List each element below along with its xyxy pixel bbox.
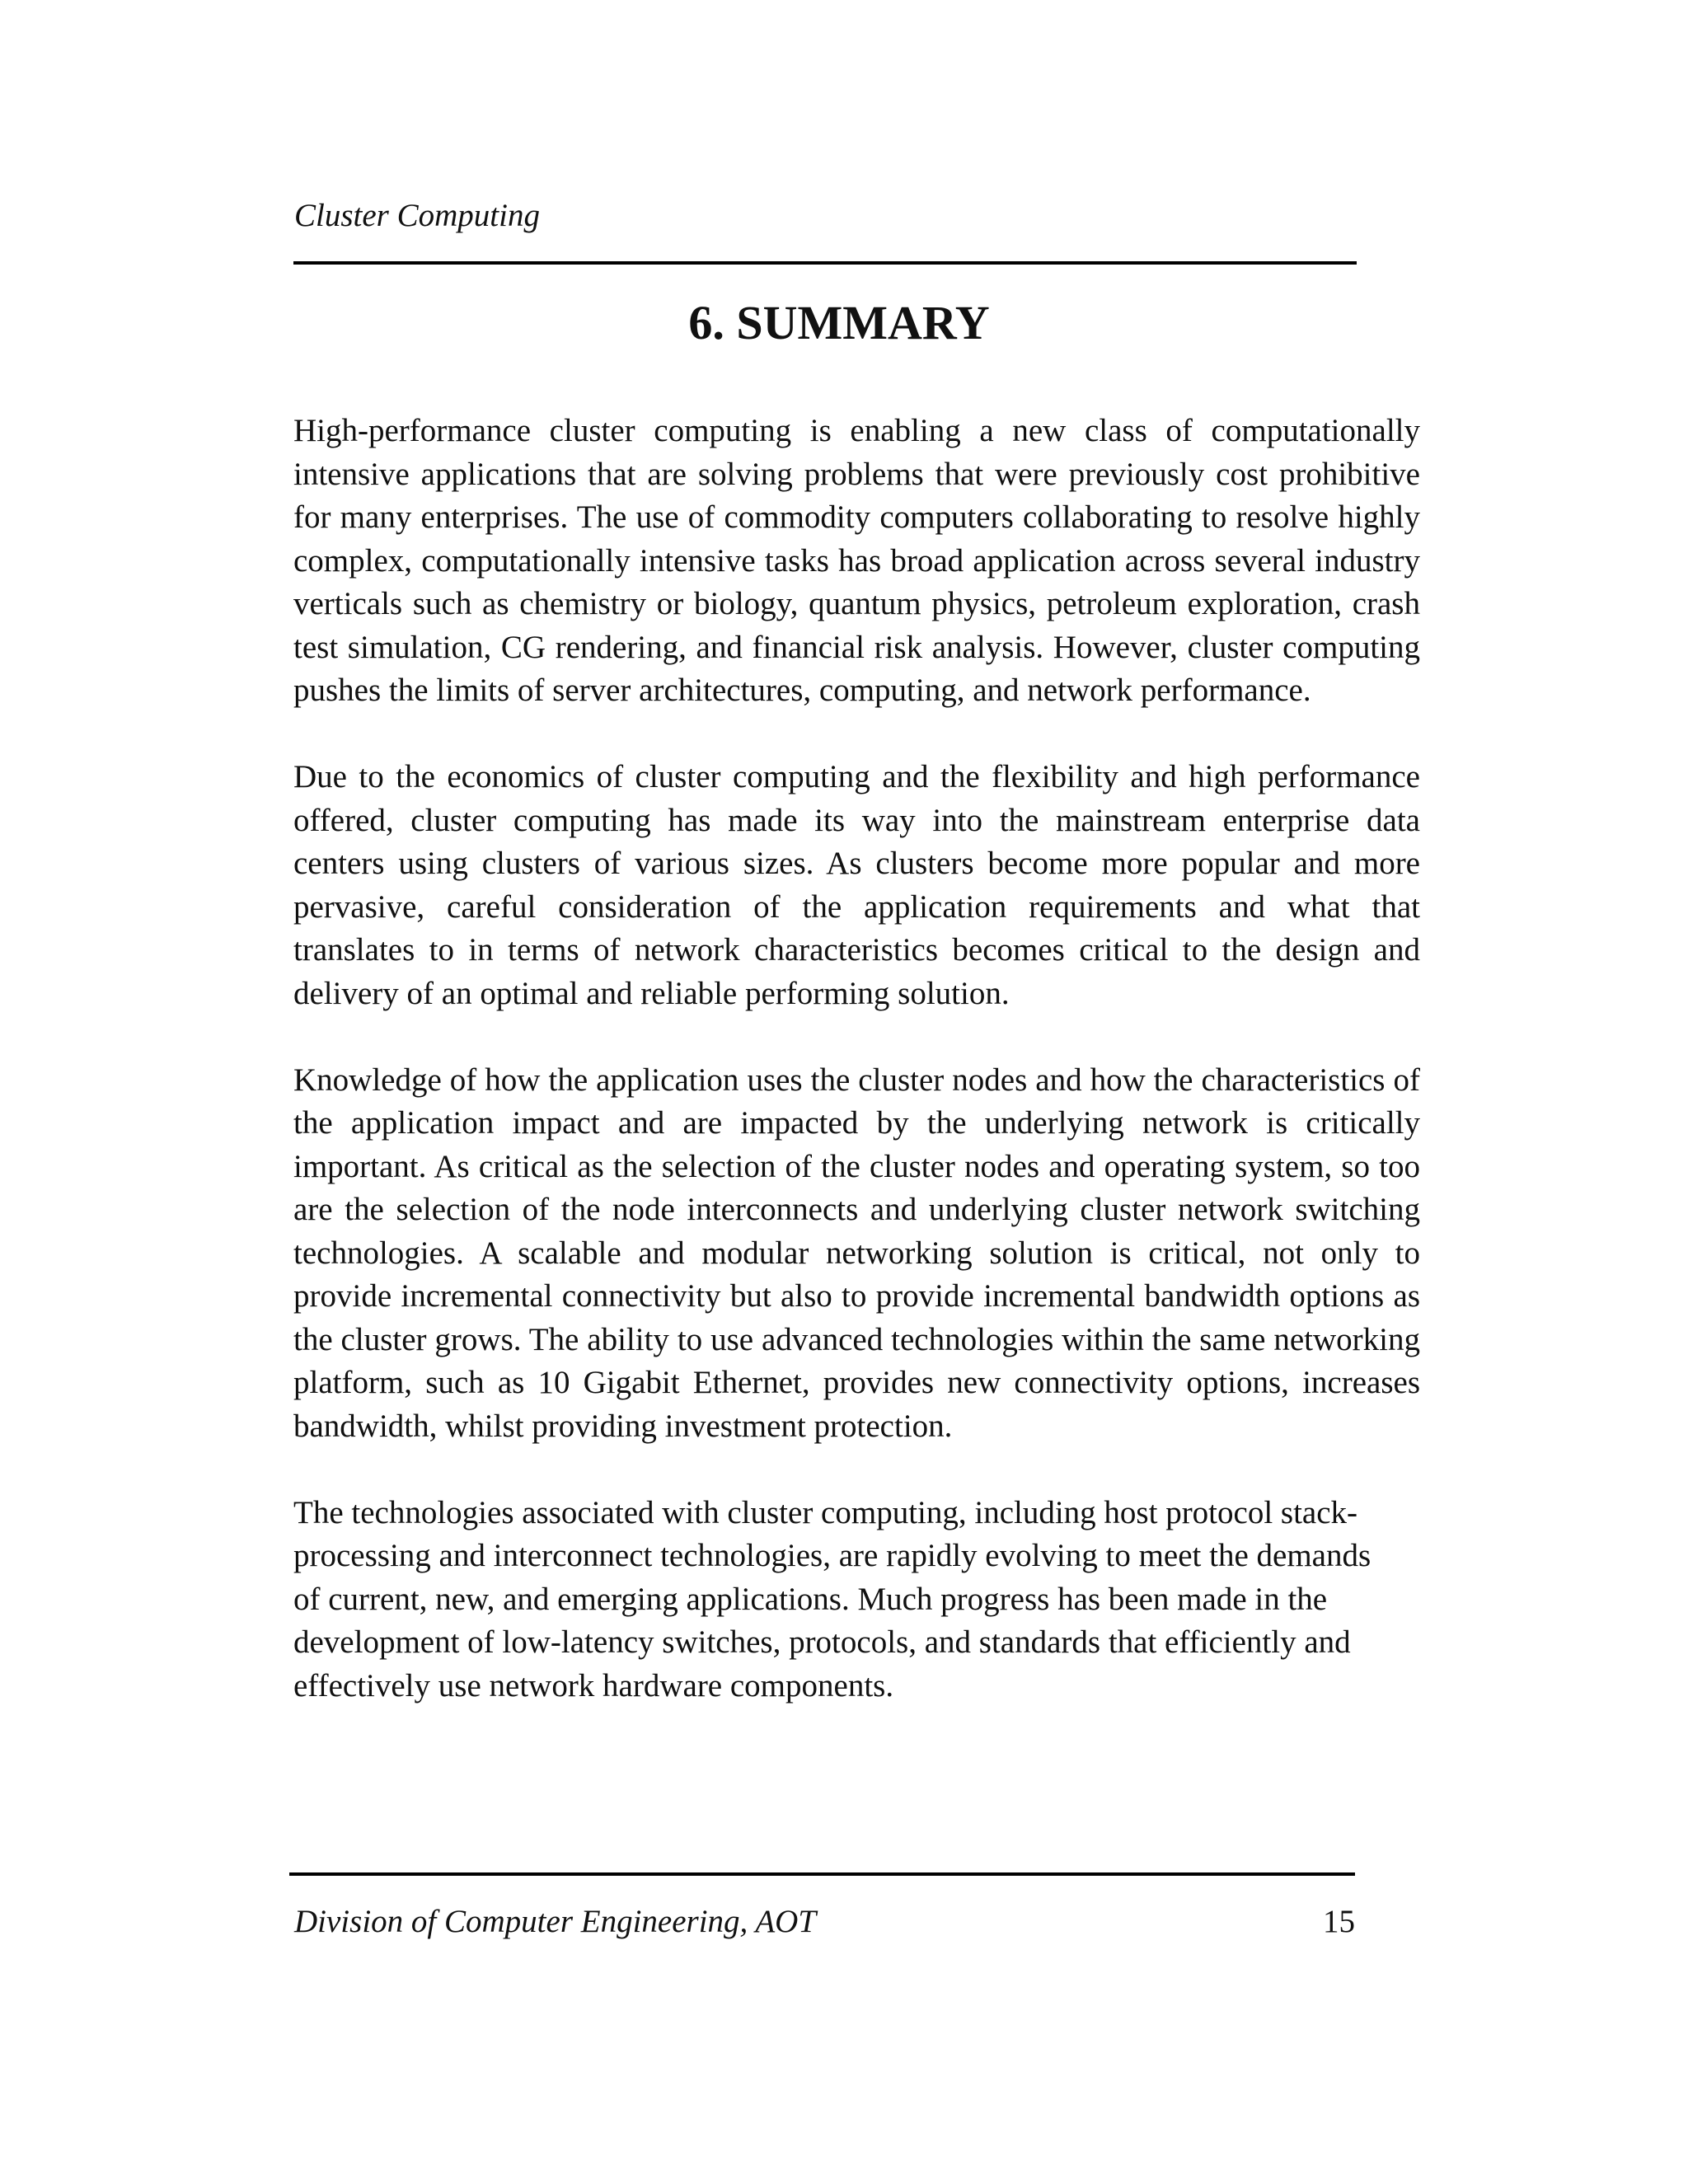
footer-rule xyxy=(289,1872,1355,1876)
paragraph-3: Knowledge of how the application uses the cluster nodes and how the characteristics of the application impact and are impacted by the underlying network is critically important. As critical as the selection of the cluster nodes and operating system, so too are the selection of the node interconnects and underlying cluster network switching technologies. A scalable and modular networking solution is critical, not only to provide incremental connectivity but also to provide incremental bandwidth options as the cluster grows. The ability to use advanced technologies within the same networking platform, such as 10 Gigabit Ethernet, provides new connectivity options, increases bandwidth, whilst providing investment protection. xyxy=(293,1062,1420,1444)
section-title: 6. SUMMARY xyxy=(688,296,990,349)
body-text xyxy=(293,410,1420,1708)
paragraph-1: High-performance cluster computing is enabling a new class of computationally intensive applications that are solving problems that were previously cost prohibitive for many enterprises. The use of commodity computers collaborating to resolve highly complex, computationally intensive tasks has broad application across several industry verticals such as chemistry or biology, quantum physics, petroleum exploration, crash test simulation, CG rendering, and financial risk analysis. However, cluster computing pushes the limits of server architectures, computing, and network performance. xyxy=(293,413,1420,708)
running-header: Cluster Computing xyxy=(294,198,540,233)
page-number: 15 xyxy=(1323,1904,1355,1939)
footer-institution: Division of Computer Engineering, AOT xyxy=(294,1904,817,1939)
header-rule xyxy=(293,261,1357,265)
paragraph-2: Due to the economics of cluster computing and the flexibility and high performance offered, cluster computing has made its way into the mainstream enterprise data centers using clusters of various sizes. As clusters become more popular and more pervasive, careful consideration of the application requirements and what that translates to in terms of network characteristics becomes critical to the design and delivery of an optimal and reliable performing solution. xyxy=(293,759,1420,1011)
paragraph-4: The technologies associated with cluster computing, including host protocol stack-processing and interconnect technologies, are rapidly evolving to meet the demands of current, new, and emerging applications. Much progress has been made in the development of low-latency switches, protocols, and standards that efficiently and effectively use network hardware components. xyxy=(293,1494,1372,1704)
